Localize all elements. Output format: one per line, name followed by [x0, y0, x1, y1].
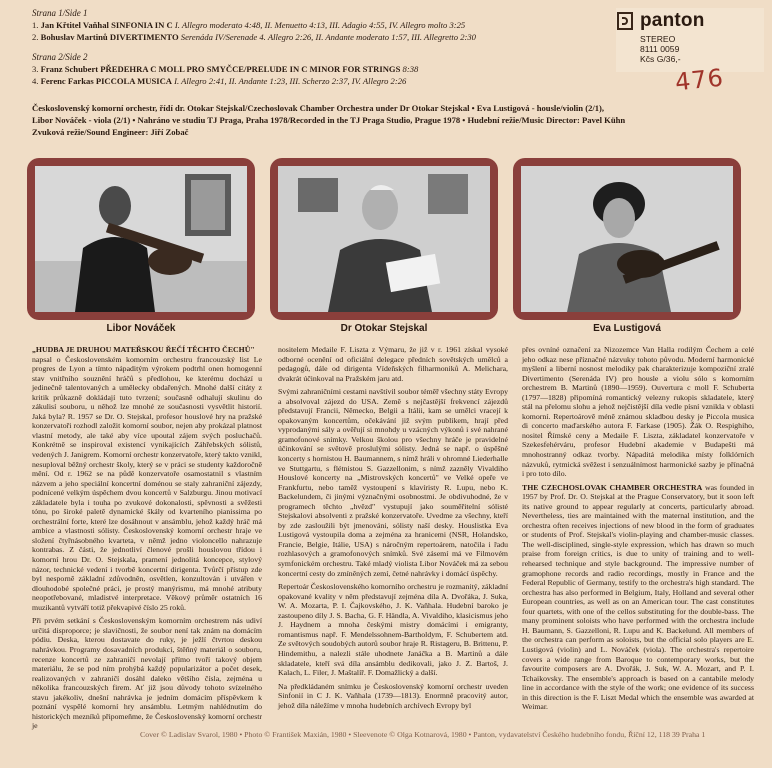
photo-frame-novacek — [27, 158, 255, 320]
col3-english-block — [522, 483, 754, 712]
col2-paragraph-4: Na předkládaném snímku je Československý komorní orchestr uveden Sinfonií in C J. K. Vaňhala (1739—1813). Enormně pracovitý autor, jehož díla náležíme v mnoha hudebních archívech Evropy byl — [278, 681, 508, 710]
format-label: STEREO — [640, 34, 676, 44]
col3-title: THE CZECHOSLOVAK CHAMBER ORCHESTRA — [522, 482, 703, 492]
photo-caption-stejskal: Dr Otokar Stejskal — [340, 323, 428, 334]
col1-paragraph-2: Při prvém setkání s Československým komorním orchestrem nás udiví určitá disproporce; je slavičnosti, že soubor není tak znám na domácím pódiu. Deska, kterou dostavate do ruky, je ježlí čtvrtou deskou nahrávkou. Programy dosavadních produkcí, štěňný materiál o souboru, recenze koncertů ze zahraničí nevolají přímo tvoří takový objem materiálu, že se pod ním prohýbá každý popularizátor a počet desek, realizovaných v zahraničí dosáhl daleko většího čísla, zejména u několika francouzských firem. Ať již jsou důvody tohoto svízelného stavu jakékoliv, dnešní nahrávka je jedním domácím příspěvkem k poznání vyspělé komorní hry ansámblu. Letmým nahlédnutím do historických mezníků připomeňme, že Československý komorní orchestr je — [32, 616, 262, 731]
photo-frame-lustigova — [513, 158, 741, 320]
text-column-3 — [522, 345, 754, 725]
col2-paragraph-1: nositelem Medaile F. Liszta z Výmaru, že již v r. 1961 získal vysoké odborné ocenění od oficiální delegace předních sovětských umělců a pedagogů, dále od dirigenta Vídeňských filharmoniků A. Melichara, dvakrát účinkoval na Pražském jaru atd. — [278, 345, 508, 383]
footer-credits: Cover © Ladislav Svarol, 1980 • Photo © František Maxián, 1980 • Sleevenote © Olga Kotnarová, 1980 • Panton, vydavatelství Českého hudebního fondu, Říční 12, 118 39 Praha 1 — [140, 730, 706, 739]
price-label: Kčs G/36,- — [640, 54, 681, 64]
side2-header: Strana 2/Side 2 — [32, 52, 88, 62]
col2-paragraph-2: Svými zahraničními cestami navštívil soubor téměř všechny státy Evropy a absolvoval zájezd do USA. Země s nejčastější frekvencí zájezdů představují Francii, Německo, Belgii a Itálii, kam se umělci vracejí k opakovaným koncertům, očekávání již svým publikem, hrají před vyprodanými sály a ověřují si mnohdy u vzácných výkonů i své nahrané gramofonové snímky. Velkou školou pro všechny hráče je pravidelné účinkování se světově proslulými sólisty. Jedná se např. o úspěšné koncerty s hornistou H. Baumannem, s nímž hráli v ohromné Liederhalle ve Stuttgartu, s flétnistou S. Gazzellonim, s nímž zazněly Vivaldiho Houslové koncerty na „Mistrovských koncertů" ve Velké opeře ve Frankfurtu, nebo taměž vystoupení s klavíristy R. Lupu, nebo K. Backelundem, či jinými význačnými osobnostmi. Je obdivuhodné, že v programech těchto „hvězd" vystupují jako souměřitelní sólisté Stejskalovi absolventi z pražské konzervatoře. Uvedme za všechny, kteří by zde zasloužili být jmenováni, sólisty naší desky. Houslistka Eva Lustigová vystoupila doma a zejména za hranicemi (NSR, Holandsko, Francie, Belgie, Itálie, USA) s náročným repertoárem, natočila i řadu rozhlasových a gramofonových snímků. Své zásemí má ve Filmovém symfonickém orchestru. Také mladý violista Libor Nováček má za sebou koncertní cesty do zmíněných zemí, četné nahrávky i domácí úspěchy. — [278, 387, 508, 578]
catalog-number: 8111 0059 — [640, 44, 680, 54]
photo-caption-novacek: Libor Nováček — [106, 323, 176, 334]
photo-novacek — [35, 166, 247, 312]
handwritten-number: 476 — [673, 63, 726, 97]
col1-paragraph-1: napsal o Československém komorním orchestru francouzský list Le progres de Lyon a tímto nápaditým výrokem podtrhl onen homogenní stav vnitřního souznění hráčů s předlohou, ke kterému dochází u jedinečně talentovaných a umělecky obdařených. Mnohé další citáty z kritik průkazně dokládají tuto tvrzení; současně odhalují skulinu do zákulisí souboru, u něhož lze mnohé ze současnosti vysvětlit historií. Jaká byla? R. 1957 se Dr. O. Stejskal, profesor houslové hry na pražské konzervatoři rozhodl založit komorní soubor, nejen aby prokázal platnost vlastní metody, ale také aby více upoutal zájem svých posluchačů. Konkrétně se inspiroval existencí vynikajících Záhřebských sólistů, vedených J. Janigrem. Komorní orchestr konzervatoře, který takto vznikl, nesuploval běžný orchestr školy, který se v práci se studenty každoročně mění. Od r. 1962 se na půdě konzervatoře osamostatnil s vlastním názvem a jeho speciální koncertní doménou se staly zahraniční zájezdy, podnícené velkým úspěchem dvou koncertů v Salzburgu. Jinou motivací základatele byla i touha po zvukové dokonalosti, spěvnosti a svěžesti tónu, po široké paletě dynamické škály od kvarteního pianissima po orchestrální forte, které lze dosáhnout v ansámblu, jehož každý hráč má ambice a vlastnosti sólisty. Československý komorní orchestr hraje ve složení čtyřnásobného kvarteta, v němž jedno violoncello nahrazuje kontrabas. Z části, že jednotliví členové prošli houslovou třídou i komorní hrou Dr. O. Stejskala, pramení jednolitá koncepce, stylový názor, technické vedení i tvorbě koncertní dirigenta. Tvůrčí přístup zde byl nesporně základní zdůvodněn, osvětlen, konzultován i utvářen v dlouhodobé společné práci, je prostý manýrismu, má mnohé atributy neopotřebované, mladistvé interpretace. Věkový průměr ostatních 16 muzikantů vytváří totiž překvapivé číslo 25 roků. — [32, 354, 262, 612]
col2-paragraph-3: Repertoár Československého komorního orchestru je rozmanitý, základní opakované kvality v něm představují zejména díla A. Dvořáka, J. Suka, W. A. Mozarta, P. I. Čajkovského, J. K. Vaňhala. Hudební baroko je zastoupeno díly J. S. Bacha, G. F. Händla, A. Vivaldiho, klasicismus jeho J. Haydnem a mnoha českými mistry domácími i emigranty, romantismus např. F. Mendelssohnem-Bartholdym, F. Schubertem atd. Ze světových soudobých autorů soubor hraje R. Ristageru, B. Brittenu, P. Hindemithu, a nalezli stále uhodnete Janáčka a B. Martinů a dále skladatele, kteří svá díla ansámblu dedikovali, jako J. Z. Bartoš, J. Kalach, L. Filer, J. Maštalíř. F. Domažlický a další. — [278, 582, 508, 678]
col3-paragraph-2: was founded in 1957 by Prof. Dr. O. Stejskal at the Prague Conservatory, but it soon left its native ground to appear regularly at concerts, particularly abroad. Nevertheless, ties are maintained with the maternal institution, and the orchestra often receives injections of new blood in the form of graduates or students of Prof. Stejskal's violin-playing and chamber-music classes. The well-disciplined, single-style expression, which has drawn so much praise from foreign critics, is due to unity of training and to well-rehearsed technique and style background. The impressive number of gramophone records and radio recordings, mostly in France and the Federal Republic of Germany, testify to the orchestra's high standard. The orchestra has also performed in Belgium, Italy, Holland and several other European countries, as well as on an American tour. The cast constitutes four quartets, with one of the cellos substituting for the double-bass. The many prominent soloists who have performed with the orchestra include H. Baumann, S. Gazzelloni, R. Lupu and K. Backelund. All members of the orchestra can perform as soloists, but the official solo players are E. Lustigová (violin) and L. Nováček (viola). The orchestra's repertoire covers a wide range from Baroque to contemporary works, but the favourite composers are A. Dvořák, J. Suk, W. A. Mozart, and P. I. Tchaikovsky. The ensemble's approach is based on a cantabile melody line in accordance with the style of the work; one evidence of its success in this direction is the F. Liszt Medal which the ensemble was awarded at Weimar. — [522, 482, 754, 712]
photo-lustigova — [521, 166, 733, 312]
panton-logo-icon — [617, 12, 633, 30]
col1-title: „HUDBA JE DRUHOU MATEŘSKOU ŘEČÍ TĚCHTO ČECHŮ" — [32, 345, 255, 354]
track-4: 4. Ferenc Farkas PICCOLA MUSICA I. Allegro 2:41, II. Andante 1:23, III. Scherzo 2:37, IV. Allegro 2:26 — [32, 76, 407, 86]
track-3: 3. Franz Schubert PŘEDEHRA C MOLL PRO SMYČCE/PRELUDE IN C MINOR FOR STRINGS 8:38 — [32, 64, 419, 74]
text-column-2 — [278, 345, 508, 725]
photo-caption-lustigova: Eva Lustigová — [593, 323, 661, 334]
track-2: 2. Bohuslav Martinů DIVERTIMENTO Serenáda IV/Serenade 4. Allegro 2:26, II. Andante moderato 1:57, III. Allegretto 2:30 — [32, 32, 476, 42]
photo-stejskal — [278, 166, 490, 312]
brand-name: panton — [640, 10, 705, 31]
side1-header: Strana 1/Side 1 — [32, 8, 88, 18]
col3-paragraph-1: přes ovníné označení za Nizozemce Van Halla rodilým Čechem a celé jeho odkaz nese příznačné názvuky tohoto původu. Moderní harmonické myšlení a liberní nosnost melodiky pak charakterizuje kompoziční zralé Divertimento (Serenáda IV) pro housle a violu sólo s komorním orchestrem B. Martinů (1890—1959). Ouvertura c moll F. Schuberta (1797—1828) připomíná romantický velezny rukopis skladatele, který stál na přelomu slohu a jehož nejčistější díla vedle písní vznikla v oblasti komorní. Repertoárově méně známou skladbou desky je Piccola musica di concerto maďarského autora F. Farkase (1905). Žák O. Respighiho, nositel Římské ceny a Medaile F. Liszta, základatel konzervatoře v Szekesfehérváru, profesor Hudební akademie v Budapešti má mnohostranný odkaz tvorby. Nápaditá melodika místy folklórních názvuků, rytmická svěžest i senzuálnímost harmonické sazby je přínačná i pro toto dílo. — [522, 345, 754, 479]
credits: Československý komorní orchestr, řídí dr. Otokar Stejskal/Czechoslovak Chamber Orchestra under Dr Otokar Stejskal • Eva Lustigová - housle/violin (2/1), Libor Nováček - viola (2/1) • Nahráno ve studiu TJ Praga, Praha 1978/Recorded in the TJ Praga Studio, Prague 1978 • Hudební režie/Music Director: Pavel Kühn Zvuková režie/Sound Engineer: Jiří Zobač — [32, 103, 626, 137]
track-1: 1. Jan Křtitel Vaňhal SINFONIA IN C I. Allegro moderato 4:48, II. Menuetto 4:13, III. Adagio 4:55, IV. Allegro molto 3:25 — [32, 20, 466, 30]
text-column-1 — [32, 345, 262, 731]
photo-frame-stejskal — [270, 158, 498, 320]
